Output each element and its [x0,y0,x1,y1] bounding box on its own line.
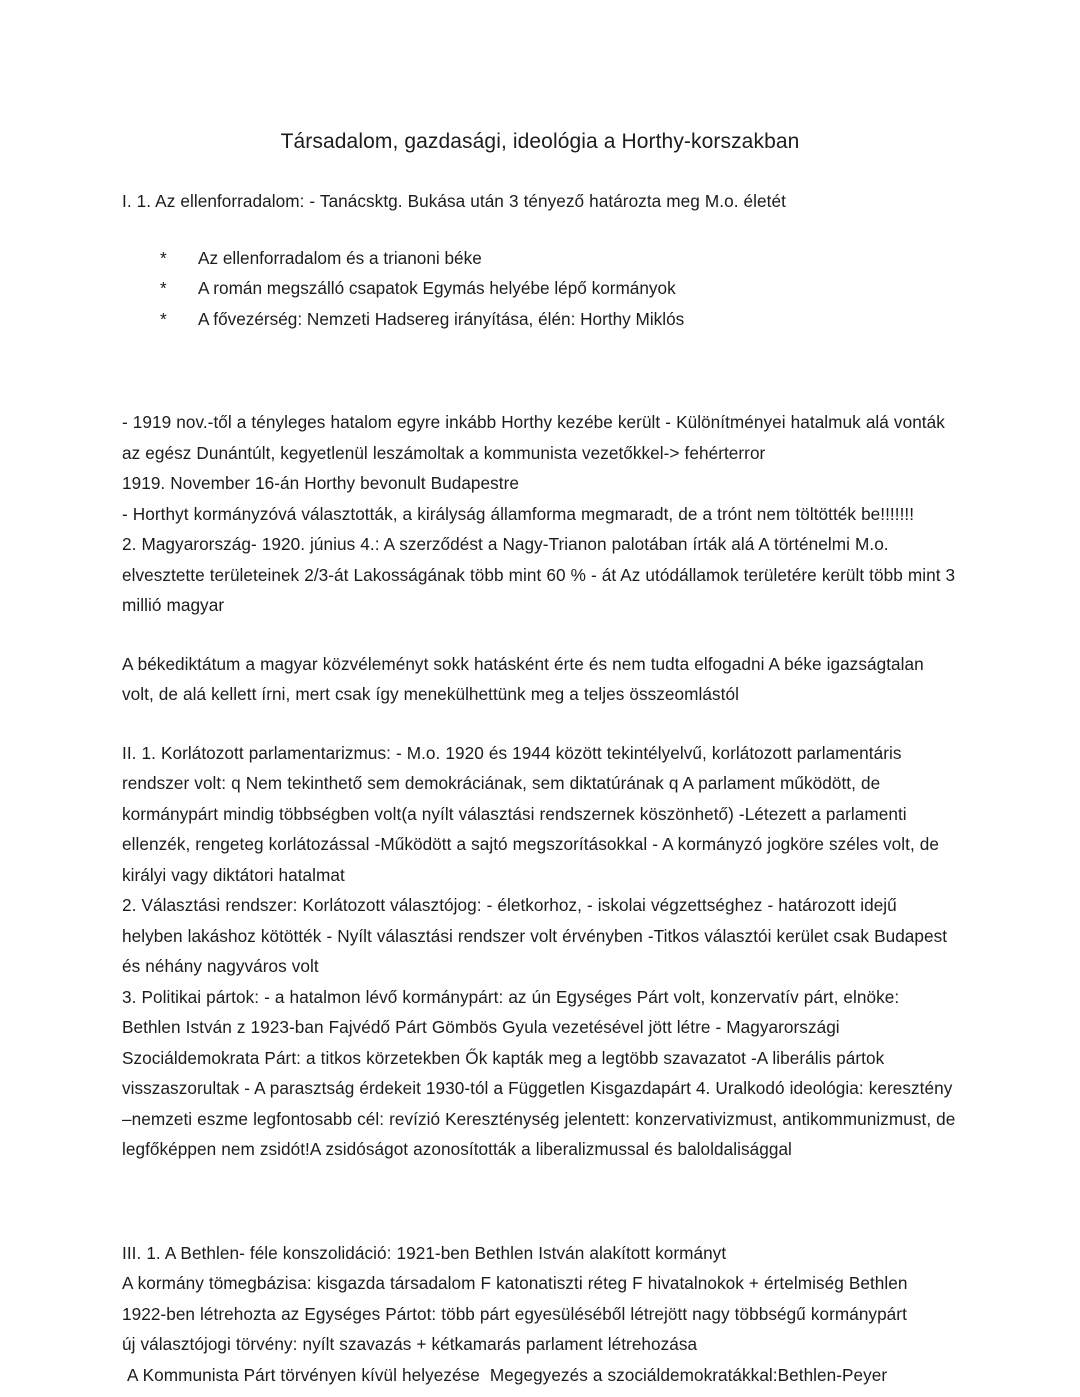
section-one-line-3: - Horthyt kormányzóvá választották, a királyság államforma megmaradt, de a trónt nem töltötték be!!!!!!! [122,503,915,524]
list-item-label: Az ellenforradalom és a trianoni béke [198,247,482,268]
list-item [122,273,958,304]
list-item-label: A fővezérség: Nemzeti Hadsereg irányítása, élén: Horthy Miklós [198,308,685,329]
section-three [122,1238,958,1391]
asterisk-bullet-icon: * [160,308,167,329]
section-three-line-2: A kormány tömegbázisa: kisgazda társadalom F katonatiszti réteg F hivatalnokok + értelmiség Bethlen [122,1273,908,1294]
section-two [122,738,958,1165]
section-one-line-1: - 1919 nov.-től a tényleges hatalom egyre inkább Horthy kezébe került - Különítményei hatalmuk alá vonták az egész Dunántúlt, kegyetlenül leszámoltak a kommunista vezetőkkel-> fehérterror [122,412,945,463]
section-one-line-2: 1919. November 16-án Horthy bevonult Budapestre [122,473,519,494]
section-three-line-5: A Kommunista Párt törvényen kívül helyezése Megegyezés a szociáldemokratákkal:Bethlen-Peyer [122,1364,888,1385]
section-three-line-4: új választójogi törvény: nyílt szavazás + kétkamarás parlament létrehozása [122,1334,698,1355]
section-two-line-1: II. 1. Korlátozott parlamentarizmus: - M.o. 1920 és 1944 között tekintélyelvű, korlátozott parlamentáris rendszer volt: q Nem tekinthető sem demokráciának, sem diktatúrának q A parlament működött, de kormánypárt mindig többségben volt(a nyílt választási rendszernek köszönhető) -Létezett a parlamenti ellenzék, rengeteg korlátozással -Működött a sajtó megszorításokkal - A kormányzó jogköre széles volt, de királyi vagy diktátori hatalmat [122,742,940,885]
section-two-line-3: 3. Politikai pártok: - a hatalmon lévő kormánypárt: az ún Egységes Párt volt, konzervatív párt, elnöke: Bethlen István z 1923-ban Fajvédő Párt Gömbös Gyula vezetésével jött létre - Magyarországi Szociáldemokrata Párt: a titkos körzetekben Ők kapták meg a legtöbb szavazatot -A liberális pártok visszaszorultak - A parasztság érdekeit 1930-tól a Független Kisgazdapárt 4. Uralkodó ideológia: keresztény –nemzeti eszme legfontosabb cél: revízió Kereszténység jelentett: konzervativizmust, antikommunizmust, de legfőképpen nem zsidót!A zsidóságot azonosították a liberalizmussal és baloldalisággal [122,986,956,1160]
section-one-line-4: 2. Magyarország- 1920. június 4.: A szerződést a Nagy-Trianon palotában írták alá A történelmi M.o. elvesztette területeinek 2/3-át Lakosságának több mint 60 % - át Az utódállamok területére került több mint 3 millió magyar [122,534,956,616]
peace-dictate-paragraph: A békediktátum a magyar közvéleményt sokk hatásként érte és nem tudta elfogadni A béke igazságtalan volt, de alá kellett írni, mert csak így menekülhettünk meg a teljes összeomlástól [122,653,924,705]
intro-paragraph: I. 1. Az ellenforradalom: - Tanácsktg. Bukása után 3 tényező határozta meg M.o. életét [122,191,786,212]
asterisk-bullet-icon: * [160,247,167,268]
section-three-line-3: 1922-ben létrehozta az Egységes Pártot: több párt egyesüléséből létrejött nagy többségű kormánypárt [122,1303,907,1324]
section-two-line-2: 2. Választási rendszer: Korlátozott választójog: - életkorhoz, - iskolai végzettséghez - határozott idejű helyben lakáshoz kötötték - Nyílt választási rendszer volt érvényben -Titkos választói kerület csak Budapest és néhány nagyváros volt [122,895,948,977]
list-item [122,243,958,274]
section-three-line-1: III. 1. A Bethlen- féle konszolidáció: 1921-ben Bethlen István alakított kormányt [122,1242,727,1263]
list-item-label: A román megszálló csapatok Egymás helyébe lépő kormányok [198,278,676,299]
peace-dictate-paragraph-block [122,649,958,710]
section-one [122,407,958,621]
page-title: Társadalom, gazdasági, ideológia a Horthy-korszakban [280,130,800,153]
asterisk-bullet-icon: * [160,278,167,299]
factors-bullet-list [122,243,958,335]
document-body [122,0,958,1390]
list-item [122,304,958,335]
